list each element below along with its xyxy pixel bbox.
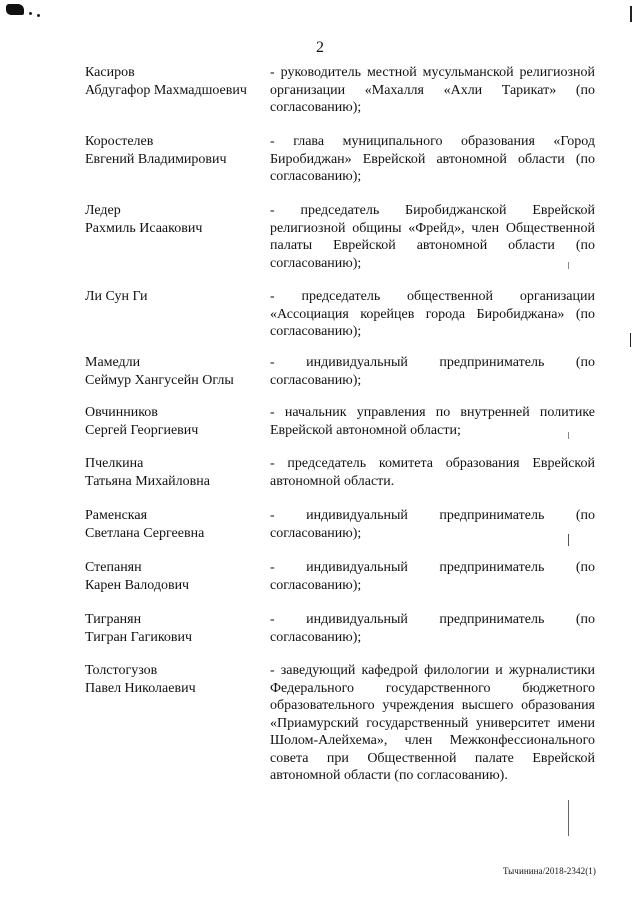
member-given-names: Рахмиль Исаакович [85, 220, 203, 236]
member-surname: Мамедли [85, 355, 141, 370]
member-role: - руководитель местной мусульманской религиозной организации «Махалля «Ахли Тарикат» (по согласованию); [270, 65, 595, 115]
member-name [85, 64, 270, 133]
member-name [85, 202, 270, 288]
document-code: Тычинина/2018-2342(1) [503, 866, 596, 876]
member-given-names: Абдугафор Махмадшоевич [85, 82, 247, 98]
member-surname: Коростелев [85, 134, 154, 149]
member-given-names: Павел Николаевич [85, 680, 196, 696]
member-given-names: Карен Валодович [85, 577, 190, 593]
member-given-names: Сеймур Хангусейн Оглы [85, 372, 234, 388]
member-surname: Толстогузов [85, 663, 158, 678]
scan-blot-mark [6, 4, 24, 15]
member-role: - начальник управления по внутренней политике Еврейской автономной области; [270, 405, 595, 438]
member-name [85, 288, 270, 354]
scan-dot [29, 12, 32, 15]
member-name [85, 354, 270, 404]
list-item [85, 455, 595, 507]
member-given-names: Евгений Владимирович [85, 151, 227, 167]
list-item [85, 354, 595, 404]
member-name [85, 455, 270, 507]
member-role: - председатель комитета образования Еврейской автономной области. [270, 456, 595, 489]
member-role: - индивидуальный предприниматель (по согласованию); [270, 508, 595, 541]
list-item [85, 559, 595, 611]
member-name [85, 133, 270, 202]
member-list [85, 64, 595, 785]
list-item [85, 202, 595, 288]
scan-edge-mark [630, 333, 631, 347]
list-item [85, 507, 595, 559]
member-name [85, 404, 270, 455]
member-role: - председатель Биробиджанской Еврейской религиозной общины «Фрейд», член Общественной палаты Еврейской автономной области (по согласованию); [270, 203, 595, 271]
list-item [85, 611, 595, 662]
list-item [85, 404, 595, 455]
scan-edge-mark [568, 800, 569, 836]
list-item [85, 662, 595, 785]
member-surname: Овчинников [85, 405, 158, 420]
list-item [85, 288, 595, 354]
member-surname: Касиров [85, 65, 135, 80]
member-role: - заведующий кафедрой филологии и журналистики Федерального государственного бюджетного образовательного учреждения высшего образования «Приамурский государственный университет имени Шолом-Алейхема», член Межконфессионального совета при Общественной палате Еврейской автономной области (по согласованию). [270, 663, 595, 783]
member-surname: Раменская [85, 508, 148, 523]
page-number: 2 [316, 39, 324, 56]
member-given-names: Тигран Гагикович [85, 629, 193, 645]
member-given-names: Татьяна Михайловна [85, 473, 210, 489]
member-surname: Пчелкина [85, 456, 144, 471]
member-name [85, 611, 270, 662]
member-surname: Ледер [85, 203, 121, 218]
member-role: - индивидуальный предприниматель (по согласованию); [270, 355, 595, 388]
scan-edge-mark [630, 6, 632, 22]
member-name [85, 559, 270, 611]
member-role: - индивидуальный предприниматель (по согласованию); [270, 612, 595, 645]
member-role: - индивидуальный предприниматель (по согласованию); [270, 560, 595, 593]
member-surname: Степанян [85, 560, 142, 575]
member-role: - председатель общественной организации «Ассоциация корейцев города Биробиджана» (по согласованию); [270, 289, 595, 339]
member-surname: Тигранян [85, 612, 142, 627]
list-item [85, 133, 595, 202]
member-name [85, 662, 270, 785]
scan-dot [37, 14, 40, 17]
list-item [85, 64, 595, 133]
member-given-names: Светлана Сергеевна [85, 525, 205, 541]
member-role: - глава муниципального образования «Город Биробиджан» Еврейской автономной области (по согласованию); [270, 134, 595, 184]
member-given-names: Сергей Георгиевич [85, 422, 199, 438]
member-name [85, 507, 270, 559]
member-surname: Ли Сун Ги [85, 289, 148, 304]
